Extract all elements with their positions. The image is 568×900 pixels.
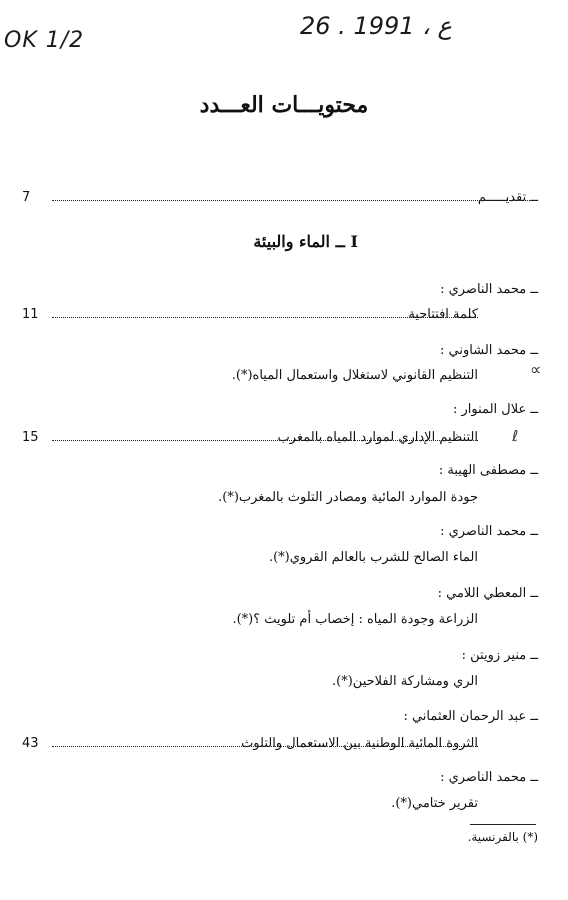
dot-leader (52, 440, 478, 441)
toc-author: ــ منير زويتن : (462, 648, 538, 663)
toc-author: ــ مصطفى الهيبة : (439, 463, 538, 478)
toc-author: ــ محمد الناصري : (440, 770, 538, 785)
toc-page-number: 11 (22, 307, 39, 322)
toc-entry-title: الزراعة وجودة المياه : إخصاب أم تلويث ؟(*). (232, 612, 478, 627)
dot-leader (52, 317, 478, 318)
toc-entry-title: الري ومشاركة الفلاحين(*). (332, 674, 478, 689)
toc-entry-title: الماء الصالح للشرب بالعالم القروي(*). (268, 550, 478, 565)
toc-row (22, 430, 478, 450)
toc-entry-title: التنظيم الإداري لموارد المياه بالمغرب (274, 430, 478, 445)
toc-entry-title: كلمة افتتاحية (404, 307, 478, 322)
toc-author: ــ محمد الناصري : (440, 282, 538, 297)
toc-author: ــ المعطي اللامي : (438, 586, 538, 601)
handwritten-date: 26 . ع ، 1991 (300, 12, 452, 40)
toc-page-number: 43 (22, 736, 39, 751)
toc-entry-title: التنظيم القانوني لاستغلال واستعمال المياه(*). (231, 368, 478, 383)
toc-author: ــ محمد الشاوني : (440, 343, 538, 358)
toc-author: ــ علال المنوار : (453, 402, 538, 417)
toc-entry-title: تقرير ختامي(*). (391, 796, 478, 811)
footnote-divider (470, 824, 536, 825)
handwritten-mark: ℓ (512, 427, 519, 445)
toc-entry-title: جودة الموارد المائية ومصادر التلوث بالمغرب(*). (218, 490, 478, 505)
toc-row (22, 736, 478, 756)
toc-entry-title: الثروة المائية الوطنية بين الاستعمال والتلوث (237, 736, 478, 751)
toc-author: ــ محمد الناصري : (440, 524, 538, 539)
section-title: I ــ الماء والبيئة (253, 232, 358, 251)
toc-author: ــ عبد الرحمان العثماني : (403, 709, 538, 724)
footnote: (*) بالفرنسية. (467, 830, 538, 844)
handwritten-mark: ∝ (530, 360, 542, 379)
handwritten-note-left: OK 1/2 (4, 28, 85, 53)
dot-leader (52, 200, 538, 201)
page-title: محتويـــات العـــدد (199, 92, 369, 118)
toc-row (22, 307, 478, 327)
toc-row-intro (22, 190, 538, 210)
dot-leader (52, 746, 478, 747)
toc-page-number: 15 (22, 430, 39, 445)
toc-page-number: 7 (22, 190, 31, 205)
toc-intro-label: ــ تقديـــــم (474, 190, 538, 205)
